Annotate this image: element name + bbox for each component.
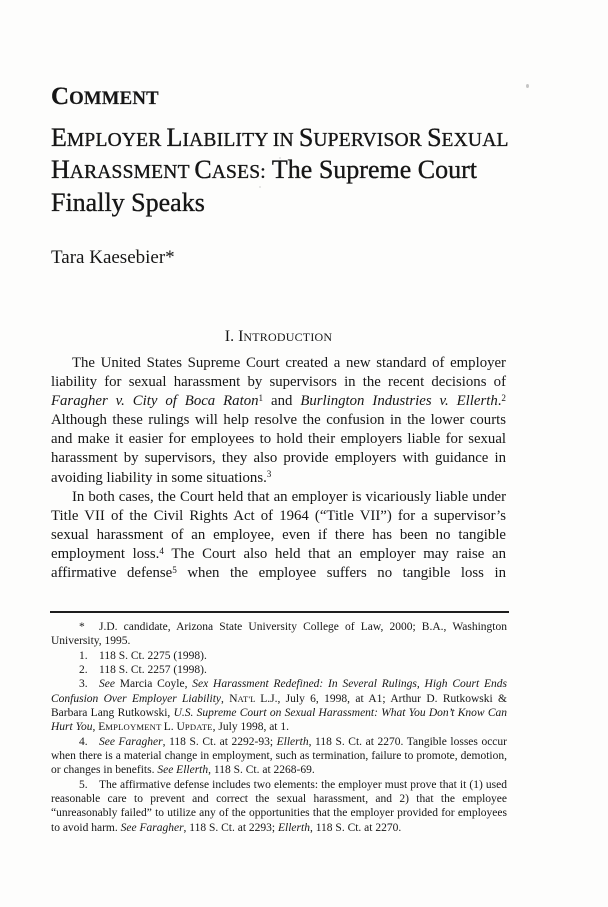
footnote-marker: 4. (79, 735, 88, 748)
text-segment: Marcia Coyle, (114, 678, 193, 691)
smallcaps-run: H (51, 155, 70, 185)
text-segment: The Supreme Court (265, 155, 477, 185)
smallcaps-run: L (166, 123, 183, 152)
footnote-marker: 2. (79, 664, 88, 677)
text-line (51, 778, 507, 792)
footnote-marker: 3. (79, 678, 88, 691)
superscript-ref: 3 (266, 469, 272, 480)
footnote (51, 735, 507, 778)
text-line (51, 634, 507, 648)
text-line (51, 392, 506, 411)
italic-segment: See (99, 678, 115, 691)
text-segment: , (221, 692, 230, 705)
text-segment: , (92, 721, 99, 734)
text-line (51, 564, 506, 583)
text-line (51, 155, 533, 187)
text-segment: harassment by supervisors, they also provide employers with guidance in (51, 450, 506, 467)
superscript-ref: 5 (172, 564, 177, 575)
text-line (51, 677, 507, 691)
italic-segment: See Ellerth (157, 764, 209, 777)
author-byline: Tara Kaesebier* (51, 247, 175, 268)
paragraph (51, 488, 506, 583)
smallcaps-run: C (51, 83, 70, 110)
text-line (51, 430, 506, 449)
text-segment: sexual harassment of an employee, even if there has been no tangible (51, 526, 506, 543)
text-segment: employment loss. (51, 545, 160, 562)
text-line (51, 692, 507, 706)
text-segment: affirmative defense (51, 565, 173, 582)
text-segment: . (497, 393, 502, 410)
italic-segment: See Faragher (99, 735, 163, 748)
text-line (51, 763, 507, 777)
text-line (51, 488, 506, 507)
smallcaps-run: I. I (224, 328, 244, 345)
footnote (51, 663, 507, 677)
smallcaps-run: L. U (163, 721, 185, 734)
text-segment: University, 1995. (51, 635, 131, 648)
smallcaps-segment (229, 693, 277, 705)
text-line (51, 735, 507, 749)
text-segment: , 118 S. Ct. at 2268-69. (208, 764, 315, 777)
text-line (51, 545, 506, 564)
text-segment: 118 S. Ct. 2257 (1998). (99, 664, 207, 677)
text-segment: liability for sexual harassment by supervisors in the recent decisions of (51, 374, 506, 391)
italic-segment: Faragher v. City of Boca Raton (51, 393, 259, 410)
text-segment: Barbara Lang Rutkowski, (51, 707, 174, 720)
footnote-separator (50, 611, 509, 613)
smallcaps-run: NTRODUCTION (243, 330, 333, 344)
text-line (51, 649, 507, 663)
smallcaps-run: AT'L (237, 693, 261, 704)
smallcaps-run: IABILITY IN (182, 130, 299, 151)
text-segment: or changes in benefits. (51, 764, 158, 777)
footnote (51, 649, 507, 663)
text-segment: and (263, 393, 301, 410)
text-line (51, 188, 533, 217)
text-line (51, 526, 506, 545)
smallcaps-run: ASES: (211, 162, 266, 184)
text-segment: The United States Supreme Court created a new standard of employer (72, 355, 506, 371)
smallcaps-run: ARASSMENT (69, 162, 195, 184)
text-segment: , 118 S. Ct. at 2293; (183, 821, 279, 834)
text-segment: The Court also held that an employer may raise an (163, 545, 506, 562)
italic-segment: Ellerth (278, 821, 310, 834)
smallcaps-run: MPLOYER (66, 130, 167, 151)
footnote-marker: 5. (79, 778, 88, 791)
italic-segment: See Faragher (120, 821, 184, 834)
italic-segment: Burlington Industries v. Ellerth (300, 393, 498, 410)
text-segment: The affirmative defense includes two elements: the employer must prove that it (1) used (99, 778, 507, 791)
text-segment: 118 S. Ct. 2275 (1998). (99, 649, 207, 662)
text-line (51, 123, 533, 155)
text-line (51, 720, 507, 734)
smallcaps-run: UPERVISOR (313, 130, 428, 151)
text-segment: , 118 S. Ct. at 2270. Tangible losses occur (308, 735, 507, 748)
text-segment: In both cases, the Court held that an employer is vicariously liable under (72, 488, 506, 505)
text-segment: when the employee suffers no tangible loss in (176, 565, 507, 582)
text-segment: when there is a material change in employment, such as termination, failure to promote, demotion, (51, 750, 507, 763)
text-line (51, 354, 506, 373)
article-title (51, 123, 533, 217)
italic-segment: Sex Harassment Redefined: In Several Rulings, High Court Ends (192, 678, 507, 691)
paragraph (51, 354, 506, 488)
text-line (51, 749, 507, 763)
text-line (51, 792, 507, 806)
smallcaps-run: OMMENT (69, 88, 159, 109)
footnote-marker: 1. (79, 649, 88, 662)
scan-speck (526, 84, 529, 88)
smallcaps-run: S (298, 123, 314, 152)
body-text (51, 354, 506, 583)
superscript-ref: 1 (258, 393, 264, 404)
text-line (51, 806, 507, 820)
text-segment: Title VII of the Civil Rights Act of 1964 (“Title VII”) for a supervisor’s (51, 507, 506, 524)
italic-segment: Hurt You (51, 721, 93, 734)
text-line (51, 663, 507, 677)
italic-segment: Confusion Over Employer Liability (51, 692, 221, 705)
text-segment: to avoid harm. (51, 821, 121, 834)
text-segment: , July 6, 1998, at A1; Arthur D. Rutkowski & (277, 692, 508, 705)
text-line (51, 373, 506, 392)
footnote (51, 620, 507, 649)
text-line (51, 449, 506, 468)
smallcaps-segment (98, 721, 212, 733)
text-line (51, 507, 506, 526)
footnote-marker: * (79, 621, 85, 633)
smallcaps-segment (51, 123, 509, 152)
smallcaps-run: EXUAL (441, 130, 509, 151)
smallcaps-run: MPLOYMENT (105, 722, 164, 733)
text-segment: , 118 S. Ct. at 2270. (309, 821, 402, 834)
superscript-ref: 2 (501, 393, 506, 404)
text-segment: “unreasonably failed” to utilize any of the opportunities that the employer provided for employees (51, 807, 507, 820)
smallcaps-run: N (229, 692, 238, 705)
text-segment: reasonable care to prevent and correct the sexual harassment, and 2) that the employee (51, 793, 507, 806)
text-segment: Finally Speaks (51, 187, 205, 217)
superscript-ref: 4 (159, 545, 164, 556)
text-line (51, 620, 507, 634)
italic-segment: U.S. Supreme Court on Sexual Harassment: What You Don’t Know Can (173, 707, 507, 720)
text-line (51, 821, 507, 835)
text-segment: J.D. candidate, Arizona State University College of Law, 2000; B.A., Washington (99, 621, 507, 633)
text-segment: and make it easier for employees to hold their employers liable for sexual (51, 431, 506, 448)
footnote (51, 778, 507, 835)
smallcaps-segment (51, 155, 266, 184)
smallcaps-run: PDATE (184, 722, 213, 733)
smallcaps-run: S (427, 123, 442, 152)
italic-segment: Ellerth (276, 735, 309, 748)
text-segment: , July 1998, at 1. (212, 721, 290, 734)
section-heading (51, 329, 506, 345)
scan-speck (279, 157, 281, 159)
text-segment: avoiding liability in some situations. (51, 469, 267, 486)
text-line (51, 411, 506, 430)
footnote (51, 677, 507, 734)
footnotes-block (51, 620, 507, 835)
text-line (51, 706, 507, 720)
smallcaps-run: L.J. (260, 692, 278, 705)
text-segment: Although these rulings will help resolve the confusion in the lower courts (51, 412, 506, 429)
text-line (51, 469, 506, 488)
smallcaps-run: E (51, 123, 67, 152)
smallcaps-run: C (194, 155, 212, 185)
comment-kicker (51, 84, 159, 109)
smallcaps-run: E (98, 721, 106, 734)
scan-speck (259, 186, 261, 188)
text-segment: , 118 S. Ct. at 2292-93; (162, 735, 277, 748)
